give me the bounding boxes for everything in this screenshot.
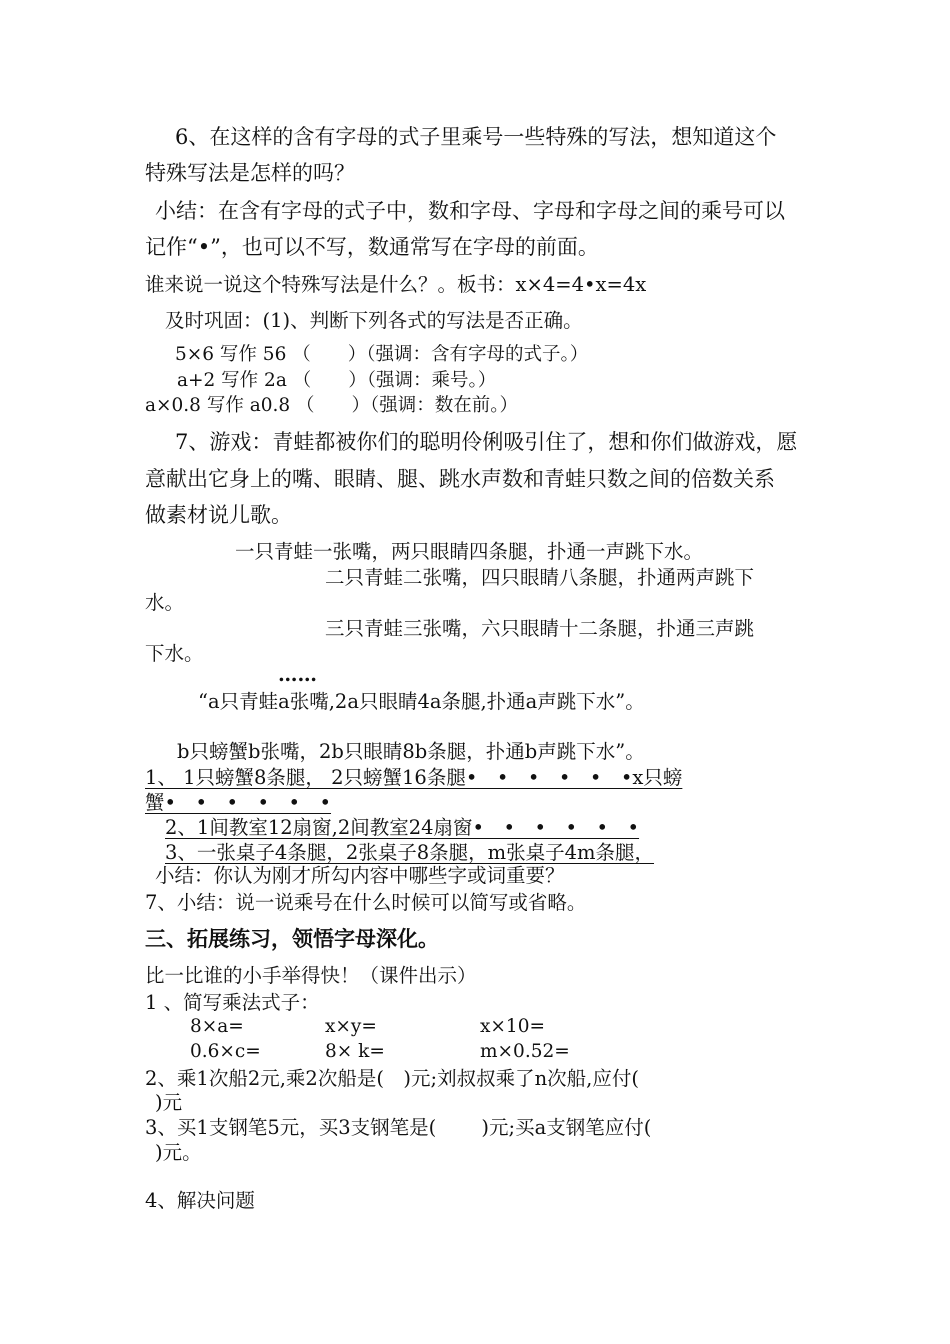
- judge-item-2: a+2 写作 2a （ ）（强调：乘号。）: [177, 370, 497, 391]
- underlined-item-1-wrap: 蟹• • • • • •: [145, 791, 332, 814]
- underlined-item-1: 1、 1只螃蟹8条腿， 2只螃蟹16条腿• • • • • •x只螃: [145, 766, 683, 789]
- exercise-1-r2c2: 8× k=: [325, 1041, 385, 1062]
- compare-line: 比一比谁的小手举得快！（课件出示）: [145, 964, 477, 987]
- exercise-4-title: 4、解决问题: [145, 1189, 255, 1212]
- section-heading-3: 三、拓展练习，领悟字母深化。: [145, 927, 439, 951]
- summary-1-line2: 记作“•”，也可以不写，数通常写在字母的前面。: [145, 235, 599, 259]
- consolidation-line: 及时巩固：(1)、判断下列各式的写法是否正确。: [165, 309, 583, 332]
- exercise-3-line2: )元。: [155, 1141, 202, 1164]
- judge-item-3: a×0.8 写作 a0.8 （ ）（强调：数在前。）: [145, 395, 519, 416]
- para-7-line2: 意献出它身上的嘴、眼睛、腿、跳水声数和青蛙只数之间的倍数关系: [145, 467, 775, 491]
- song-line-3-wrap: 下水。: [145, 642, 204, 665]
- underlined-item-2: 2、1间教室12扇窗,2间教室24扇窗• • • • • •: [165, 816, 640, 839]
- exercise-1-r2c3: m×0.52=: [480, 1041, 570, 1062]
- summary-2: 小结：你认为刚才所勾内容中哪些字或词重要？: [155, 864, 565, 887]
- song-line-2: 二只青蛙二张嘴，四只眼睛八条腿，扑通两声跳下: [325, 566, 755, 589]
- para-7-line3: 做素材说儿歌。: [145, 503, 292, 527]
- song-line-2-wrap: 水。: [145, 591, 185, 614]
- board-writing-line: 谁来说一说这个特殊写法是什么？。板书：x×4=4•x=4x: [145, 273, 647, 296]
- song-line-3: 三只青蛙三张嘴，六只眼睛十二条腿，扑通三声跳: [325, 617, 755, 640]
- exercise-3-line1: 3、买1支钢笔5元，买3支钢笔是( )元;买a支钢笔应付(: [145, 1116, 652, 1139]
- exercise-1-title: 1 、简写乘法式子：: [145, 991, 320, 1014]
- para-7-line1: 7、游戏：青蛙都被你们的聪明伶俐吸引住了，想和你们做游戏，愿: [175, 430, 798, 454]
- song-line-1: 一只青蛙一张嘴，两只眼睛四条腿，扑通一声跳下水。: [235, 540, 704, 563]
- exercise-1-r2c1: 0.6×c=: [190, 1041, 261, 1062]
- exercise-2-line1: 2、乘1次船2元,乘2次船是( )元;刘叔叔乘了n次船,应付(: [145, 1067, 639, 1090]
- ellipsis: ……: [278, 663, 317, 686]
- para-7-summary: 7、小结：说一说乘号在什么时候可以简写或省略。: [145, 891, 587, 914]
- exercise-2-line2: )元: [155, 1091, 183, 1114]
- summary-1-line1: 小结：在含有字母的式子中，数和字母、字母和字母之间的乘号可以: [155, 199, 785, 223]
- exercise-1-r1c1: 8×a=: [190, 1016, 244, 1037]
- exercise-1-r1c3: x×10=: [480, 1016, 545, 1037]
- judge-item-1: 5×6 写作 56 （ ）（强调：含有字母的式子。）: [175, 344, 589, 365]
- para-6-line2: 特殊写法是怎样的吗？: [145, 161, 355, 185]
- exercise-1-r1c2: x×y=: [325, 1016, 377, 1037]
- para-6-line1: 6、在这样的含有字母的式子里乘号一些特殊的写法，想知道这个: [175, 125, 777, 149]
- song-line-b: b只螃蟹b张嘴，2b只眼睛8b条腿，扑通b声跳下水”。: [177, 740, 645, 763]
- song-line-a: “a只青蛙a张嘴,2a只眼睛4a条腿,扑通a声跳下水”。: [198, 690, 645, 713]
- underlined-item-3: 3、一张桌子4条腿，2张桌子8条腿，m张桌子4m条腿，: [165, 841, 655, 864]
